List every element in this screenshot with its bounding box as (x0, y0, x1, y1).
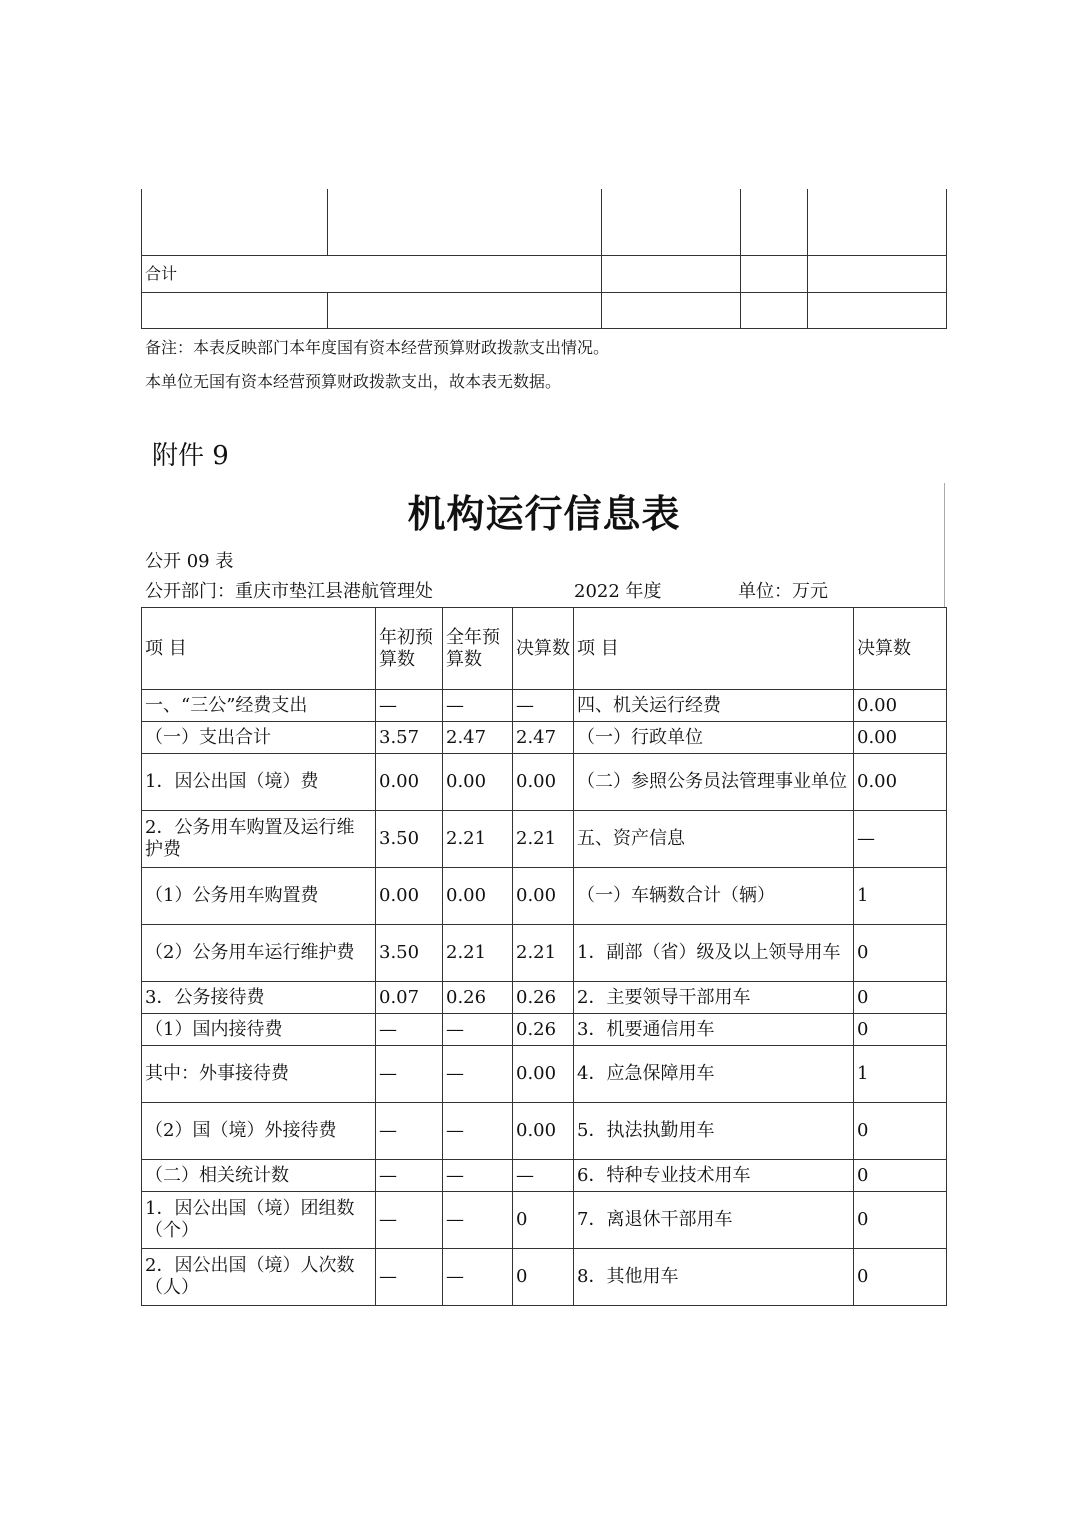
row-full-year-budget: 0.00 (443, 754, 513, 811)
row-item-left: 3．公务接待费 (142, 982, 376, 1014)
row-full-year-budget: 2.47 (443, 722, 513, 754)
table-cell (602, 292, 741, 328)
table-cell (741, 189, 808, 255)
table-row (142, 1249, 947, 1306)
row-final-right: 0 (854, 925, 947, 982)
row-final-left: — (513, 1160, 574, 1192)
row-final-right: 0.00 (854, 754, 947, 811)
header-full-year-budget: 全年预算数 (443, 608, 513, 690)
row-item-right: 5．执法执勤用车 (574, 1103, 854, 1160)
row-initial-budget: 3.57 (376, 722, 443, 754)
row-item-right: 2．主要领导干部用车 (574, 982, 854, 1014)
header-final-right: 决算数 (854, 608, 947, 690)
row-item-right: 8．其他用车 (574, 1249, 854, 1306)
row-item-right: 四、机关运行经费 (574, 690, 854, 722)
row-item-left: （2）公务用车运行维护费 (142, 925, 376, 982)
row-initial-budget: — (376, 690, 443, 722)
row-full-year-budget: — (443, 1014, 513, 1046)
row-final-left: 0.26 (513, 1014, 574, 1046)
row-full-year-budget: — (443, 690, 513, 722)
row-final-right: 1 (854, 868, 947, 925)
attachment-prefix: 附件 (152, 441, 205, 471)
row-full-year-budget: 0.26 (443, 982, 513, 1014)
department: 公开部门：重庆市垫江县港航管理处 (145, 581, 433, 602)
table-cell (602, 189, 741, 255)
row-final-right: 0 (854, 1192, 947, 1249)
row-final-right: — (854, 811, 947, 868)
table-cell (808, 292, 947, 328)
row-final-left: 0 (513, 1249, 574, 1306)
row-item-left: 其中：外事接待费 (142, 1046, 376, 1103)
table-cell (741, 255, 808, 292)
operation-info-table (141, 607, 947, 1306)
row-item-left: （1）国内接待费 (142, 1014, 376, 1046)
fiscal-year: 2022 年度 (574, 581, 662, 602)
row-item-right: （一）行政单位 (574, 722, 854, 754)
row-full-year-budget: — (443, 1160, 513, 1192)
page-title: 机构运行信息表 (407, 491, 681, 536)
row-final-left: 0 (513, 1192, 574, 1249)
attachment-number: 9 (212, 441, 229, 471)
row-item-left: 2．公务用车购置及运行维护费 (142, 811, 376, 868)
row-item-right: 7．离退休干部用车 (574, 1192, 854, 1249)
row-full-year-budget: — (443, 1103, 513, 1160)
row-final-right: 0 (854, 1160, 947, 1192)
note-line-1: 备注：本表反映部门本年度国有资本经营预算财政拨款支出情况。 (145, 338, 610, 357)
row-final-left: — (513, 690, 574, 722)
row-full-year-budget: — (443, 1249, 513, 1306)
previous-table (141, 189, 947, 329)
row-item-left: 2．因公出国（境）人次数（人） (142, 1249, 376, 1306)
row-item-left: （1）公务用车购置费 (142, 868, 376, 925)
row-final-right: 0 (854, 1014, 947, 1046)
row-item-right: 五、资产信息 (574, 811, 854, 868)
row-final-right: 0 (854, 1249, 947, 1306)
table-cell (741, 292, 808, 328)
row-final-right: 1 (854, 1046, 947, 1103)
row-full-year-budget: 2.21 (443, 925, 513, 982)
row-initial-budget: 0.00 (376, 754, 443, 811)
row-full-year-budget: — (443, 1046, 513, 1103)
row-full-year-budget: 2.21 (443, 811, 513, 868)
header-initial-budget: 年初预算数 (376, 608, 443, 690)
note-line-2: 本单位无国有资本经营预算财政拨款支出，故本表无数据。 (145, 372, 562, 391)
row-final-left: 2.47 (513, 722, 574, 754)
row-final-right: 0.00 (854, 690, 947, 722)
table-row (142, 1103, 947, 1160)
table-row (142, 925, 947, 982)
row-final-left: 0.00 (513, 868, 574, 925)
header-final-left: 决算数 (513, 608, 574, 690)
table-cell (602, 255, 741, 292)
row-initial-budget: — (376, 1249, 443, 1306)
row-item-right: 3．机要通信用车 (574, 1014, 854, 1046)
row-item-right: （二）参照公务员法管理事业单位 (574, 754, 854, 811)
row-final-right: 0.00 (854, 722, 947, 754)
row-item-right: 1．副部（省）级及以上领导用车 (574, 925, 854, 982)
row-final-left: 0.00 (513, 754, 574, 811)
row-initial-budget: — (376, 1046, 443, 1103)
row-full-year-budget: — (443, 1192, 513, 1249)
row-item-right: （一）车辆数合计（辆） (574, 868, 854, 925)
row-initial-budget: — (376, 1192, 443, 1249)
table-row (142, 690, 947, 722)
header-item-right: 项 目 (574, 608, 854, 690)
row-item-left: 1．因公出国（境）费 (142, 754, 376, 811)
row-item-left: （2）国（境）外接待费 (142, 1103, 376, 1160)
table-row (142, 722, 947, 754)
row-initial-budget: 3.50 (376, 811, 443, 868)
table-cell (142, 189, 328, 255)
row-item-left: 1．因公出国（境）团组数（个） (142, 1192, 376, 1249)
row-final-left: 2.21 (513, 925, 574, 982)
table-row (142, 982, 947, 1014)
row-item-right: 4．应急保障用车 (574, 1046, 854, 1103)
unit-label: 单位：万元 (738, 581, 828, 602)
row-final-left: 0.00 (513, 1103, 574, 1160)
header-item-left: 项 目 (142, 608, 376, 690)
table-row (142, 1160, 947, 1192)
row-item-left: （一）支出合计 (142, 722, 376, 754)
table-cell (808, 189, 947, 255)
row-initial-budget: 0.07 (376, 982, 443, 1014)
table-cell (328, 189, 602, 255)
attachment-label (152, 440, 229, 472)
table-row (142, 1046, 947, 1103)
table-row (142, 868, 947, 925)
row-final-right: 0 (854, 1103, 947, 1160)
table-code: 公开 09 表 (145, 551, 234, 572)
total-label: 合计 (142, 255, 602, 292)
row-final-right: 0 (854, 982, 947, 1014)
table-row (142, 811, 947, 868)
table-cell (142, 292, 328, 328)
row-item-right: 6．特种专业技术用车 (574, 1160, 854, 1192)
row-initial-budget: — (376, 1014, 443, 1046)
row-final-left: 0.26 (513, 982, 574, 1014)
row-initial-budget: — (376, 1103, 443, 1160)
table-row (142, 1014, 947, 1046)
row-full-year-budget: 0.00 (443, 868, 513, 925)
table-row (142, 754, 947, 811)
header-row (142, 608, 947, 690)
table-cell (808, 255, 947, 292)
table-cell (328, 292, 602, 328)
row-item-left: 一、“三公”经费支出 (142, 690, 376, 722)
row-initial-budget: — (376, 1160, 443, 1192)
row-initial-budget: 3.50 (376, 925, 443, 982)
table-row (142, 1192, 947, 1249)
row-item-left: （二）相关统计数 (142, 1160, 376, 1192)
row-initial-budget: 0.00 (376, 868, 443, 925)
row-final-left: 2.21 (513, 811, 574, 868)
row-final-left: 0.00 (513, 1046, 574, 1103)
